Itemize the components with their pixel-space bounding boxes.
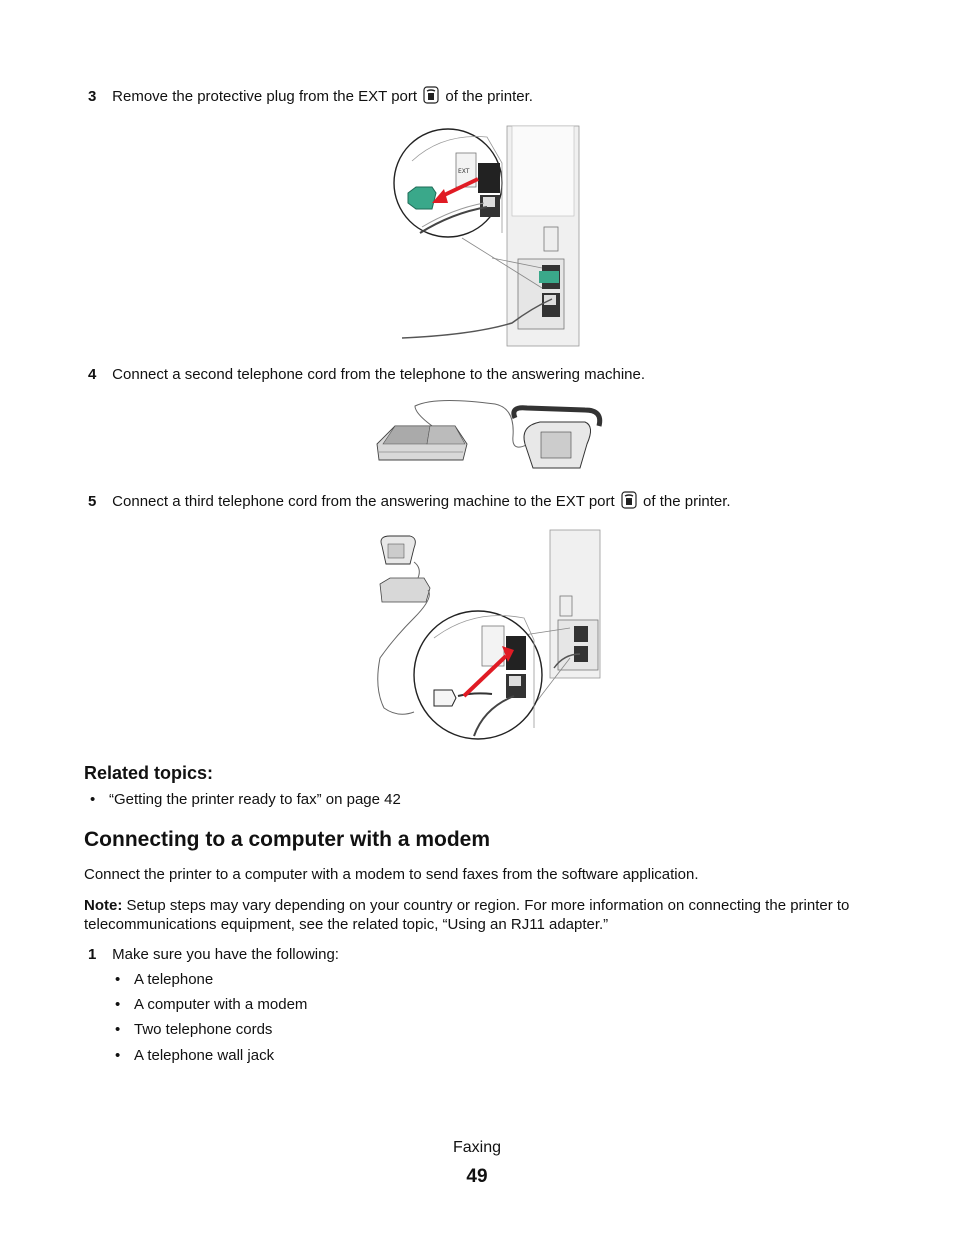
svg-text:EXT: EXT: [458, 168, 470, 175]
figure-remove-plug: [392, 123, 582, 348]
note-label: Note:: [84, 897, 123, 914]
list-item: • A computer with a modem: [115, 996, 308, 1013]
footer-chapter: Faxing: [452, 1139, 502, 1156]
bullet-icon: •: [115, 1047, 121, 1064]
related-topics-heading: Related topics:: [84, 763, 214, 783]
bullet-icon: •: [115, 996, 121, 1013]
list-item: • A telephone wall jack: [115, 1047, 275, 1064]
section-heading: Connecting to a computer with a modem: [84, 828, 491, 851]
figure-answering-machine-phone: [375, 396, 605, 476]
bullet-icon: •: [90, 791, 96, 808]
step-number: 3: [88, 88, 97, 105]
phone-port-icon: [423, 86, 439, 110]
bullet-icon: •: [115, 971, 121, 988]
list-item: • A telephone: [115, 971, 214, 988]
list-item: • Two telephone cords: [115, 1021, 273, 1038]
phone-port-icon: [621, 491, 637, 515]
step-4: [88, 365, 645, 385]
step-1: [88, 945, 339, 965]
step-number: 1: [88, 946, 97, 963]
step-text-after: of the printer.: [643, 493, 731, 510]
step-5: [88, 491, 731, 515]
note-text: Setup steps may vary depending on your country or region. For more information on connecting the printer to telecommunications equipment, see the related topic, “Using an RJ11 adapter.”: [84, 897, 850, 933]
step-text: Connect a second telephone cord from the telephone to the answering machine.: [112, 366, 646, 383]
step-text-before: Connect a third telephone cord from the answering machine to the EXT port: [112, 493, 615, 510]
step-text-before: Remove the protective plug from the EXT port: [112, 88, 418, 105]
step-number: 4: [88, 366, 97, 383]
note-paragraph: [84, 896, 874, 934]
step-3: [88, 86, 533, 110]
figure-connect-ext: [374, 528, 602, 742]
bullet-icon: •: [115, 1021, 121, 1038]
step-text: Make sure you have the following:: [112, 946, 339, 963]
related-link[interactable]: “Getting the printer ready to fax” on page 42: [109, 791, 401, 808]
section-intro: Connect the printer to a computer with a modem to send faxes from the software application.: [84, 866, 699, 883]
step-number: 5: [88, 493, 97, 510]
list-item[interactable]: [90, 790, 401, 810]
page-number: 49: [466, 1166, 488, 1187]
step-text-after: of the printer.: [445, 88, 533, 105]
